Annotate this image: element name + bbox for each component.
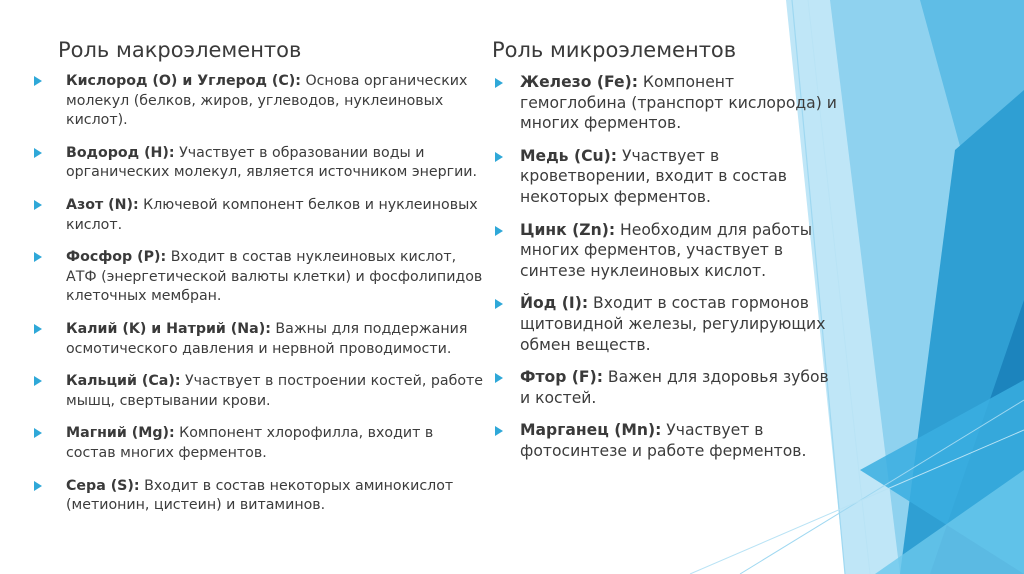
element-description: Компонент гемоглобина (транспорт кислорода) и многих ферментов. — [520, 73, 837, 133]
bullet-arrow-icon — [495, 299, 503, 309]
list-item — [56, 477, 486, 516]
macroelements-list — [56, 72, 486, 516]
element-name: Кислород (O) и Углерод (C): — [66, 73, 301, 89]
element-description: Основа органических молекул (белков, жиров, углеводов, нуклеиновых кислот). — [66, 73, 468, 129]
list-item — [56, 144, 486, 183]
element-name: Водород (H): — [66, 144, 175, 161]
element-name: Сера (S): — [66, 477, 140, 494]
element-name: Цинк (Zn): — [520, 220, 616, 239]
element-description: Входит в состав гормонов щитовидной железы, регулирующих обмен веществ. — [520, 294, 826, 354]
bullet-arrow-icon — [34, 200, 42, 210]
macroelements-heading: Роль макроэлементов — [58, 38, 302, 62]
macroelements-column — [56, 38, 486, 529]
bullet-arrow-icon — [34, 252, 42, 262]
list-item — [56, 196, 486, 235]
element-description: Участвует в образовании воды и органических молекул, является источником энергии. — [66, 144, 478, 181]
list-item — [56, 248, 486, 307]
element-name: Марганец (Mn): — [520, 421, 662, 440]
bullet-arrow-icon — [495, 373, 503, 383]
element-description: Участвует в фотосинтезе и работе ферментов. — [520, 421, 807, 460]
bullet-arrow-icon — [34, 148, 42, 158]
bullet-arrow-icon — [495, 152, 503, 162]
element-description: Участвует в построении костей, работе мышц, свертывании крови. — [66, 373, 483, 409]
list-item — [56, 372, 486, 411]
list-item — [492, 146, 837, 208]
element-name: Железо (Fe): — [520, 73, 638, 91]
element-name: Фосфор (P): — [66, 249, 167, 266]
bullet-arrow-icon — [495, 426, 503, 436]
list-item — [492, 72, 837, 134]
element-description: Ключевой компонент белков и нуклеиновых кислот. — [66, 196, 478, 233]
list-item — [492, 293, 837, 355]
element-description: Важен для здоровья зубов и костей. — [520, 368, 829, 407]
element-name: Фтор (F): — [520, 368, 603, 387]
element-name: Йод (I): — [520, 294, 589, 313]
microelements-heading: Роль микроэлементов — [492, 38, 737, 62]
bullet-arrow-icon — [495, 226, 503, 236]
bullet-arrow-icon — [34, 428, 42, 438]
list-item — [56, 424, 486, 463]
list-item — [56, 320, 486, 359]
element-name: Медь (Cu): — [520, 146, 618, 165]
list-item — [492, 220, 837, 282]
bullet-arrow-icon — [34, 324, 42, 334]
microelements-list — [492, 72, 837, 462]
list-item — [492, 367, 837, 408]
element-name: Азот (N): — [66, 196, 139, 213]
bullet-arrow-icon — [34, 76, 42, 86]
element-name: Магний (Mg): — [66, 425, 175, 442]
element-description: Входит в состав нуклеиновых кислот, АТФ (энергетической валюты клетки) и фосфолипидов клеточных мембран. — [66, 249, 483, 305]
element-name: Калий (K) и Натрий (Na): — [66, 320, 271, 337]
list-item — [56, 72, 486, 131]
element-description: Компонент хлорофилла, входит в состав многих ферментов. — [66, 425, 434, 461]
microelements-column — [492, 38, 837, 474]
element-description: Важны для поддержания осмотического давления и нервной проводимости. — [66, 320, 468, 357]
bullet-arrow-icon — [34, 481, 42, 491]
element-name: Кальций (Ca): — [66, 373, 181, 390]
list-item — [492, 420, 837, 461]
element-description: Участвует в кроветворении, входит в состав некоторых ферментов. — [520, 146, 787, 206]
element-description: Необходим для работы многих ферментов, участвует в синтезе нуклеиновых кислот. — [520, 220, 813, 280]
element-description: Входит в состав некоторых аминокислот (метионин, цистеин) и витаминов. — [66, 477, 454, 514]
bullet-arrow-icon — [495, 78, 503, 88]
bullet-arrow-icon — [34, 376, 42, 386]
